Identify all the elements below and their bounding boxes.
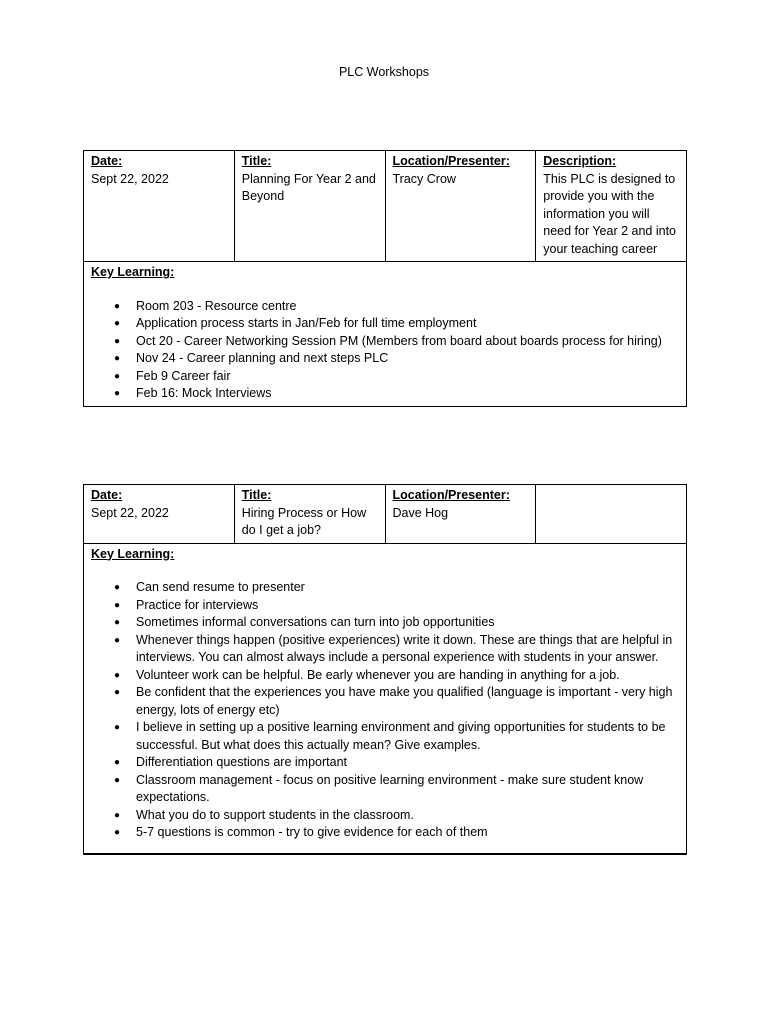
location-label: Location/Presenter: [392,488,510,502]
workshop-table-2 [83,484,687,855]
title-value: Hiring Process or How do I get a job? [241,505,367,537]
list-item: ● Volunteer work can be helpful. Be early whenever you are handing in anything for a job. [91,667,679,685]
date-label: Date: [91,154,123,168]
list-item: ● Differentiation questions are important [91,754,679,772]
key-learning-cell [84,543,687,854]
list-item: ● Room 203 - Resource centre [91,298,679,316]
list-item: ● Sometimes informal conversations can turn into job opportunities [91,614,679,632]
description-label: Description: [543,154,617,168]
list-item: ● Oct 20 - Career Networking Session PM (Members from board about boards process for hiring) [91,333,679,351]
list-item: ● What you do to support students in the classroom. [91,807,679,825]
page-title: PLC Workshops [338,65,430,79]
title-label: Title: [241,488,272,502]
date-label: Date: [91,488,123,502]
presenter-value: Dave Hog [392,505,449,520]
presenter-cell [385,151,536,262]
list-item: ● Practice for interviews [91,597,679,615]
description-value: This PLC is designed to provide you with the information you will need for Year 2 and into your teaching career [543,171,677,256]
list-item: ● Nov 24 - Career planning and next steps PLC [91,350,679,368]
list-item: ● I believe in setting up a positive learning environment and giving opportunities for students to be successful. But what does this actually mean? Give examples. [91,719,679,754]
title-label: Title: [241,154,272,168]
title-cell [234,151,385,262]
presenter-value: Tracy Crow [392,171,456,186]
key-learning-label: Key Learning: [91,265,175,279]
date-value: Sept 22, 2022 [91,171,169,186]
list-item: ● Feb 9 Career fair [91,368,679,386]
key-learning-cell [84,262,687,407]
key-learning-list [91,298,679,403]
list-item: ● Classroom management - focus on positive learning environment - make sure student know expectations. [91,772,679,807]
description-cell [536,151,687,262]
list-item: ● 5-7 questions is common - try to give evidence for each of them [91,824,679,842]
key-learning-label: Key Learning: [91,546,175,561]
date-cell [84,151,235,262]
key-learning-list [91,579,679,842]
list-item: ● Application process starts in Jan/Feb for full time employment [91,315,679,333]
list-item: ● Can send resume to presenter [91,579,679,597]
title-cell [234,485,385,544]
date-cell [84,485,235,544]
list-item: ● Feb 16: Mock Interviews [91,385,679,403]
empty-cell [536,485,687,544]
location-label: Location/Presenter: [392,154,510,168]
presenter-cell [385,485,536,544]
date-value: Sept 22, 2022 [91,505,169,520]
list-item: ● Be confident that the experiences you have make you qualified (language is important - very high energy, lots of energy etc) [91,684,679,719]
list-item: ● Whenever things happen (positive experiences) write it down. These are things that are helpful in interviews. You can almost always include a personal experience with students in your answer. [91,632,679,667]
title-value: Planning For Year 2 and Beyond [241,171,376,203]
workshop-table-1 [83,150,687,407]
